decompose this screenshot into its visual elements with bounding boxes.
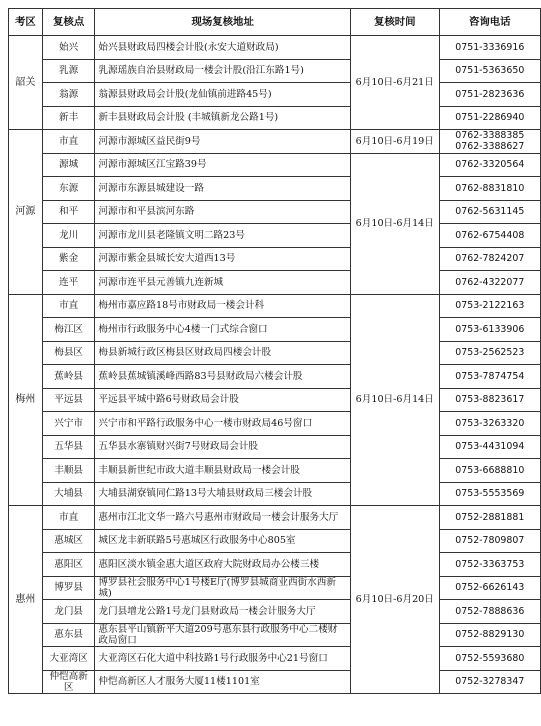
table-row xyxy=(9,647,541,671)
header-row xyxy=(9,9,541,36)
table-row xyxy=(9,529,541,553)
table-row xyxy=(9,83,541,107)
address-cell: 惠州市江北文华一路六号惠州市财政局一楼会计服务大厅 xyxy=(95,506,351,530)
table-row xyxy=(9,553,541,577)
review-point-cell: 乳源 xyxy=(42,59,95,83)
review-point-cell: 梅县区 xyxy=(42,341,95,365)
phone-cell: 0753-3263320 xyxy=(439,412,540,436)
header-review-point: 复核点 xyxy=(42,9,95,36)
review-point-cell: 平远县 xyxy=(42,388,95,412)
address-cell: 新丰县财政局会计股 (丰城镇新龙公路1号) xyxy=(95,106,351,130)
review-time-cell: 6月10日-6月21日 xyxy=(350,36,439,130)
address-cell: 仲恺高新区人才服务大厦11楼1101室 xyxy=(95,670,351,694)
table-row xyxy=(9,600,541,624)
phone-cell: 0753-7874754 xyxy=(439,365,540,389)
phone-cell: 0753-6688810 xyxy=(439,459,540,483)
review-point-cell: 龙门县 xyxy=(42,600,95,624)
phone-cell: 0752-7809807 xyxy=(439,529,540,553)
phone-cell: 0751-5363650 xyxy=(439,59,540,83)
table-row xyxy=(9,435,541,459)
area-cell: 河源 xyxy=(9,130,43,295)
table-row xyxy=(9,224,541,248)
table-row xyxy=(9,459,541,483)
phone-cell: 0753-2122163 xyxy=(439,294,540,318)
review-time-cell: 6月10日-6月14日 xyxy=(350,294,439,506)
area-cell: 惠州 xyxy=(9,506,43,694)
address-cell: 平远县平城中路6号财政局会计股 xyxy=(95,388,351,412)
header-area: 考区 xyxy=(9,9,43,36)
table-row xyxy=(9,200,541,224)
address-cell: 蕉岭县蕉城镇溪峰西路83号县财政局六楼会计股 xyxy=(95,365,351,389)
address-cell: 翁源县财政局会计股(龙仙镇前进路45号) xyxy=(95,83,351,107)
table-row xyxy=(9,670,541,694)
phone-cell: 0753-4431094 xyxy=(439,435,540,459)
review-time-cell: 6月10日-6月19日 xyxy=(350,130,439,154)
table-row xyxy=(9,271,541,295)
phone-cell: 0752-8829130 xyxy=(439,623,540,647)
address-cell: 惠东县平山镇新平大道209号惠东县行政服务中心二楼财政局窗口 xyxy=(95,623,351,647)
address-cell: 梅州市行政服务中心4楼一门式综合窗口 xyxy=(95,318,351,342)
address-cell: 河源市源城区益民街9号 xyxy=(95,130,351,154)
address-cell: 乳源瑶族自治县财政局一楼会计股(沿江东路1号) xyxy=(95,59,351,83)
address-cell: 惠阳区淡水镇金惠大道区政府大院财政局办公楼三楼 xyxy=(95,553,351,577)
review-point-cell: 东源 xyxy=(42,177,95,201)
review-time-cell: 6月10日-6月20日 xyxy=(350,506,439,694)
review-point-cell: 惠阳区 xyxy=(42,553,95,577)
review-point-cell: 大亚湾区 xyxy=(42,647,95,671)
address-cell: 河源市东源县城建设一路 xyxy=(95,177,351,201)
review-point-cell: 惠东县 xyxy=(42,623,95,647)
table-row xyxy=(9,36,541,60)
phone-cell: 0753-8823617 xyxy=(439,388,540,412)
table-row xyxy=(9,623,541,647)
review-point-cell: 大埔县 xyxy=(42,482,95,506)
table-row xyxy=(9,482,541,506)
review-point-cell: 梅江区 xyxy=(42,318,95,342)
review-time-cell: 6月10日-6月14日 xyxy=(350,153,439,294)
phone-cell: 0752-2881881 xyxy=(439,506,540,530)
phone-cell: 0752-5593680 xyxy=(439,647,540,671)
review-point-cell: 惠城区 xyxy=(42,529,95,553)
address-cell: 兴宁市和平路行政服务中心一楼市财政局46号窗口 xyxy=(95,412,351,436)
review-point-cell: 丰顺县 xyxy=(42,459,95,483)
review-point-cell: 市直 xyxy=(42,294,95,318)
header-address: 现场复核地址 xyxy=(95,9,351,36)
review-point-cell: 紫金 xyxy=(42,247,95,271)
review-point-cell: 市直 xyxy=(42,130,95,154)
address-cell: 河源市连平县元善镇九连新城 xyxy=(95,271,351,295)
review-point-cell: 源城 xyxy=(42,153,95,177)
address-cell: 始兴县财政局四楼会计股(永安大道财政局) xyxy=(95,36,351,60)
address-cell: 大埔县湖寮镇同仁路13号大埔县财政局三楼会计股 xyxy=(95,482,351,506)
review-point-cell: 连平 xyxy=(42,271,95,295)
table-row xyxy=(9,106,541,130)
header-phone: 咨询电话 xyxy=(439,9,540,36)
review-point-cell: 新丰 xyxy=(42,106,95,130)
table-row xyxy=(9,247,541,271)
review-point-cell: 始兴 xyxy=(42,36,95,60)
table-row xyxy=(9,177,541,201)
review-point-cell: 龙川 xyxy=(42,224,95,248)
review-point-cell: 和平 xyxy=(42,200,95,224)
area-cell: 梅州 xyxy=(9,294,43,506)
review-point-cell: 翁源 xyxy=(42,83,95,107)
table-row xyxy=(9,341,541,365)
review-point-cell: 五华县 xyxy=(42,435,95,459)
phone-cell: 0762-3388385 0762-3388627 xyxy=(439,130,540,154)
phone-cell: 0762-3320564 xyxy=(439,153,540,177)
phone-cell: 0753-6133906 xyxy=(439,318,540,342)
table-row xyxy=(9,153,541,177)
table-row xyxy=(9,412,541,436)
table-row xyxy=(9,506,541,530)
review-point-cell: 兴宁市 xyxy=(42,412,95,436)
area-cell: 韶关 xyxy=(9,36,43,130)
address-cell: 河源市和平县滨河东路 xyxy=(95,200,351,224)
phone-cell: 0762-4322077 xyxy=(439,271,540,295)
phone-cell: 0751-3336916 xyxy=(439,36,540,60)
table-row xyxy=(9,59,541,83)
review-point-cell: 蕉岭县 xyxy=(42,365,95,389)
phone-cell: 0752-6626143 xyxy=(439,576,540,600)
review-point-cell: 市直 xyxy=(42,506,95,530)
phone-cell: 0762-5631145 xyxy=(439,200,540,224)
phone-cell: 0762-8831810 xyxy=(439,177,540,201)
review-schedule-table xyxy=(8,8,541,694)
table-row xyxy=(9,365,541,389)
address-cell: 梅州市嘉应路18号市财政局一楼会计科 xyxy=(95,294,351,318)
table-row xyxy=(9,130,541,154)
table-row xyxy=(9,388,541,412)
address-cell: 河源市紫金县城长安大道西13号 xyxy=(95,247,351,271)
table-row xyxy=(9,318,541,342)
phone-cell: 0753-2562523 xyxy=(439,341,540,365)
address-cell: 河源市源城区江宝路39号 xyxy=(95,153,351,177)
address-cell: 城区龙丰新联路5号惠城区行政服务中心805室 xyxy=(95,529,351,553)
review-point-cell: 博罗县 xyxy=(42,576,95,600)
address-cell: 河源市龙川县老隆镇文明二路23号 xyxy=(95,224,351,248)
phone-cell: 0751-2823636 xyxy=(439,83,540,107)
table-body xyxy=(9,36,541,694)
phone-cell: 0762-7824207 xyxy=(439,247,540,271)
phone-cell: 0762-6754408 xyxy=(439,224,540,248)
phone-cell: 0752-3278347 xyxy=(439,670,540,694)
address-cell: 五华县水寨镇财兴街7号财政局会计股 xyxy=(95,435,351,459)
table-row xyxy=(9,576,541,600)
phone-cell: 0752-3363753 xyxy=(439,553,540,577)
address-cell: 龙门县增龙公路1号龙门县财政局一楼会计服务大厅 xyxy=(95,600,351,624)
address-cell: 大亚湾区石化大道中科技路1号行政服务中心21号窗口 xyxy=(95,647,351,671)
phone-cell: 0753-5553569 xyxy=(439,482,540,506)
phone-cell: 0752-7888636 xyxy=(439,600,540,624)
header-review-time: 复核时间 xyxy=(350,9,439,36)
table-row xyxy=(9,294,541,318)
address-cell: 丰顺县新世纪市政大道丰顺县财政局一楼会计股 xyxy=(95,459,351,483)
address-cell: 博罗县社会服务中心1号楼E厅(博罗县城商业西街水西新城) xyxy=(95,576,351,600)
review-point-cell: 仲恺高新区 xyxy=(42,670,95,694)
address-cell: 梅县新城行政区梅县区财政局四楼会计股 xyxy=(95,341,351,365)
phone-cell: 0751-2286940 xyxy=(439,106,540,130)
